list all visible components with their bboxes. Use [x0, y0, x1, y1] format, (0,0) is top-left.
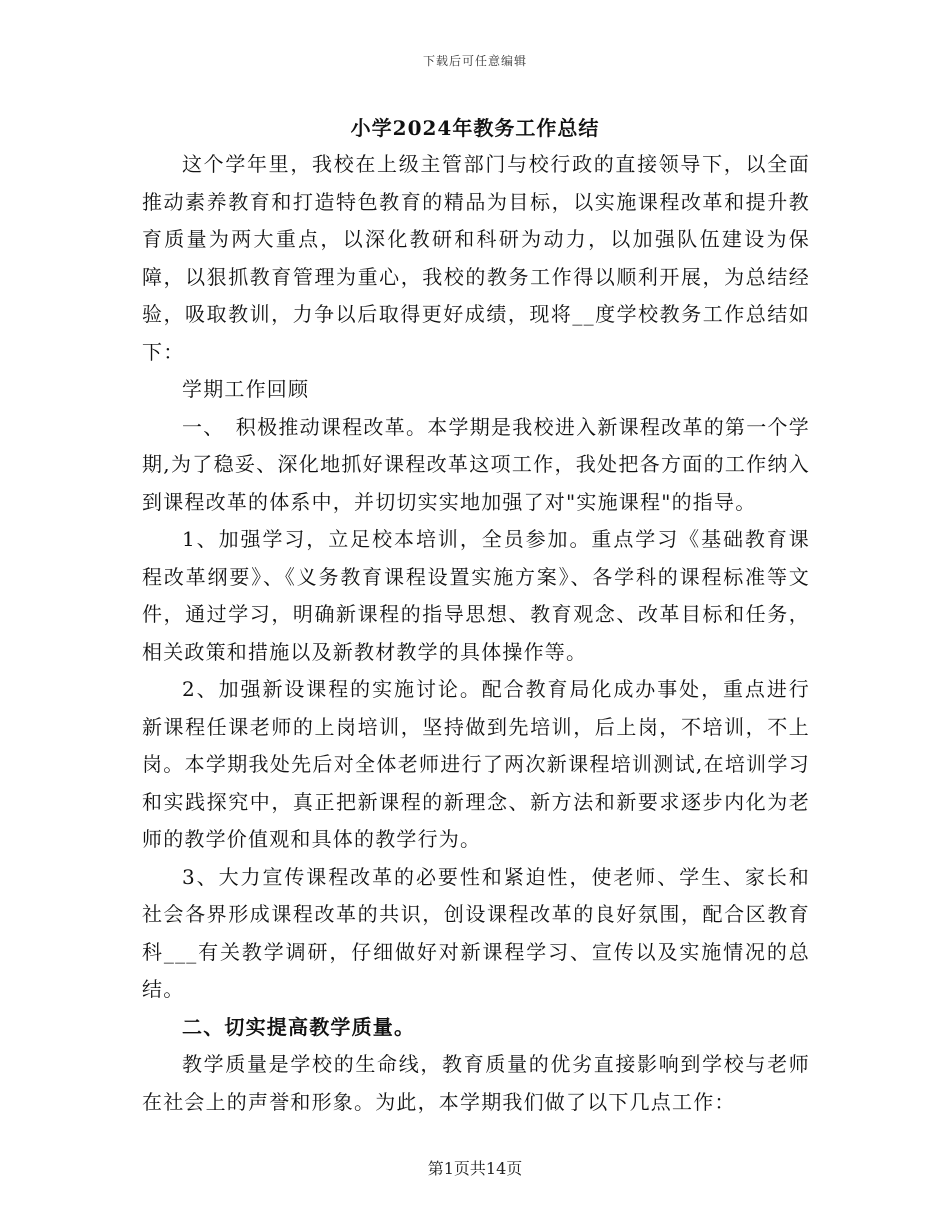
paragraph-point-1: 1、加强学习，立足校本培训，全员参加。重点学习《基础教育课程改革纲要》、《义务教育课程设置实施方案》、各学科的课程标准等文件，通过学习，明确新课程的指导思想、教育观念、改革目标和任务，相关政策和措施以及新教材教学的具体操作等。	[142, 527, 810, 664]
paragraph-point-2: 2、加强新设课程的实施讨论。配合教育局化成办事处，重点进行新课程任课老师的上岗培训，坚持做到先培训，后上岗，不培训，不上岗。本学期我处先后对全体老师进行了两次新课程培训测试,在培训学习和实践探究中，真正把新课程的新理念、新方法和新要求逐步内化为老师的教学价值观和具体的教学行为。	[142, 677, 810, 851]
page-number: 第1页共14页	[427, 1159, 523, 1178]
header-note: 下载后可任意编辑	[422, 54, 527, 68]
paragraph-item-one: 一、 积极推动课程改革。本学期是我校进入新课程改革的第一个学期,为了稳妥、深化地抓好课程改革这项工作，我处把各方面的工作纳入到课程改革的体系中，并切切实实地加强了对"实施课程"的指导。	[142, 414, 810, 514]
paragraph-intro: 这个学年里，我校在上级主管部门与校行政的直接领导下，以全面推动素养教育和打造特色教育的精品为目标，以实施课程改革和提升教育质量为两大重点，以深化教研和科研为动力，以加强队伍建设为保障，以狠抓教育管理为重心，我校的教务工作得以顺利开展，为总结经验，吸取教训，力争以后取得更好成绩，现将__度学校教务工作总结如下：	[142, 152, 810, 364]
paragraph-quality: 教学质量是学校的生命线，教育质量的优劣直接影响到学校与老师在社会上的声誉和形象。为此，本学期我们做了以下几点工作：	[142, 1052, 810, 1114]
paragraph-section-heading: 学期工作回顾	[182, 377, 310, 401]
document-body	[142, 146, 810, 1121]
paragraph-point-3: 3、大力宣传课程改革的必要性和紧迫性，使老师、学生、家长和社会各界形成课程改革的共识，创设课程改革的良好氛围，配合区教育科___有关教学调研，仔细做好对新课程学习、宣传以及实施情况的总结。	[142, 864, 810, 1001]
paragraph-heading-two: 二、切实提高教学质量。	[182, 1014, 416, 1039]
document-title: 小学2024年教务工作总结	[350, 116, 600, 140]
